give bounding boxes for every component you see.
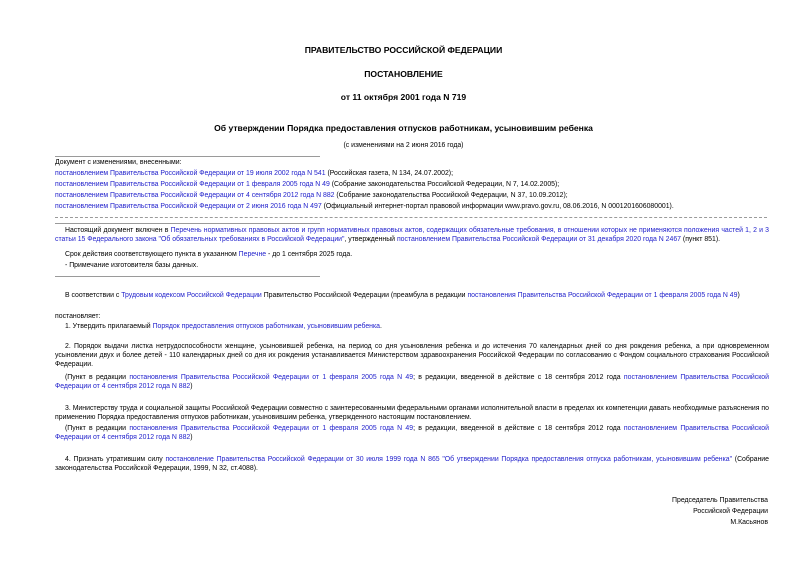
- procedure-link[interactable]: Порядок предоставления отпусков работникам, усыновившим ребенка: [152, 323, 380, 330]
- decree-49-link[interactable]: постановления Правительства Российской Федерации от 1 февраля 2005 года N 49: [129, 374, 414, 381]
- amendment-item: постановлением Правительства Российской Федерации от 2 июня 2016 года N 497 (Официальный интернет-портал правовой информации www.pravo.gov.ru, 08.06.2016, N 0001201606080001).: [55, 203, 674, 210]
- amendment-item: постановлением Правительства Российской Федерации от 4 сентября 2012 года N 882 (Собрание законодательства Российской Федерации, N 37, 10.09.2012);: [55, 192, 568, 199]
- document-title: Об утверждении Порядка предоставления отпусков работникам, усыновившим ребенка: [214, 123, 593, 133]
- divider: [55, 223, 320, 224]
- amendment-link[interactable]: постановлением Правительства Российской Федерации от 19 июля 2002 года N 541: [55, 170, 326, 177]
- perechen-short-link[interactable]: Перечне: [238, 251, 267, 258]
- preamble: В соответствии с Трудовым кодексом Российской Федерации Правительство Российской Федерации (преамбула в редакции постановления Правительства Российской Федерации от 1 февраля 2005 года N 49): [65, 292, 740, 299]
- org-heading: ПРАВИТЕЛЬСТВО РОССИЙСКОЙ ФЕДЕРАЦИИ: [304, 45, 503, 55]
- amendment-item: постановлением Правительства Российской Федерации от 19 июля 2002 года N 541 (Российская газета, N 134, 24.07.2002);: [55, 170, 454, 177]
- note-paragraph: Настоящий документ включен в Перечень нормативных правовых актов и групп нормативных правовых актов, содержащих обязательные требования, в отношении которых не применяются положения частей 1, 2 и 3 статьи 15 Федерального закона "Об обязательных требованиях в Российской Федерации", утвержденный постановлением Правительства Российской Федерации от 31 декабря 2020 года N 2467 (пункт 851).: [55, 227, 769, 243]
- point-3-note: (Пункт в редакции постановления Правительства Российской Федерации от 1 февраля 2005 года N 49; в редакции, введенной в действие с 18 сентября 2012 года постановлением Правительства Российской Федерации от 4 сентября 2012 года N 882): [55, 425, 769, 441]
- decree-49-link[interactable]: постановления Правительства Российской Федерации от 1 февраля 2005 года N 49: [129, 425, 414, 432]
- decree-49-link[interactable]: постановления Правительства Российской Федерации от 1 февраля 2005 года N 49: [467, 292, 738, 299]
- point-3: 3. Министерству труда и социальной защиты Российской Федерации совместно с заинтересованными федеральными органами исполнительной власти в пределах их компетенции давать необходимые разъяснения по применению Порядка предоставления отпусков работникам, усыновившим ребенка, утвержденного настоящим постановлением.: [55, 405, 769, 421]
- divider: [55, 156, 320, 157]
- decree-882-link[interactable]: постановлением Правительства Российской Федерации от 4 сентября 2012 года N 882: [55, 425, 769, 441]
- decree-2467-link[interactable]: постановлением Правительства Российской Федерации от 31 декабря 2020 года N 2467: [396, 235, 681, 243]
- signatory-name: М.Касьянов: [730, 519, 768, 526]
- point-4: 4. Признать утратившим силу постановление Правительства Российской Федерации от 30 июля 1999 года N 865 "Об утверждении Порядка предоставления отпуска работникам, усыновившим ребенка" (Собрание законодательства Российской Федерации, 1999, N 32, ст.4088).: [55, 456, 769, 472]
- note-term: Срок действия соответствующего пункта в указанном Перечне - до 1 сентября 2025 года.: [65, 251, 353, 258]
- divider: [55, 217, 767, 218]
- amendment-link[interactable]: постановлением Правительства Российской Федерации от 1 февраля 2005 года N 49: [55, 181, 330, 188]
- note-source: - Примечание изготовителя базы данных.: [65, 262, 199, 269]
- amendment-item: постановлением Правительства Российской Федерации от 1 февраля 2005 года N 49 (Собрание законодательства Российской Федерации, N 7, 14.02.2005);: [55, 181, 560, 188]
- date-number-heading: от 11 октября 2001 года N 719: [340, 92, 467, 102]
- point-1: 1. Утвердить прилагаемый Порядок предоставления отпусков работникам, усыновившим ребенка.: [65, 323, 382, 330]
- doc-type-heading: ПОСТАНОВЛЕНИЕ: [364, 69, 443, 79]
- amendment-link[interactable]: постановлением Правительства Российской Федерации от 4 сентября 2012 года N 882: [55, 192, 335, 199]
- decree-865-link[interactable]: постановление Правительства Российской Федерации от 30 июля 1999 года N 865 "Об утверждении Порядка предоставления отпуска работникам, усыновившим ребенка": [165, 456, 733, 463]
- decree-word: постановляет:: [55, 313, 101, 320]
- decree-882-link[interactable]: постановлением Правительства Российской Федерации от 4 сентября 2012 года N 882: [55, 374, 769, 390]
- divider: [55, 276, 320, 277]
- amendments-intro: Документ с изменениями, внесенными:: [55, 159, 182, 166]
- labor-code-link[interactable]: Трудовым кодексом Российской Федерации: [121, 292, 262, 299]
- edition-note: (с изменениями на 2 июня 2016 года): [343, 142, 464, 149]
- point-2: 2. Порядок выдачи листка нетрудоспособности женщине, усыновившей ребенка, на период со дня усыновления ребенка и до истечения 70 календарных дней со дня рождения ребенка, а при одновременном усыновлении двух и более детей - 110 календарных дней со дня их рождения устанавливается Министерством здравоохранения Российской Федерации по согласованию с Фондом социального страхования Российской Федерации.: [55, 343, 769, 368]
- perechen-link[interactable]: Перечень нормативных правовых актов и групп нормативных правовых актов, содержащих обязательные требования, в отношении которых не применяются положения частей 1, 2 и 3 статьи 15 Федерального закона "Об обязательных требованиях в Российской Федерации": [55, 227, 769, 243]
- signature-line: Российской Федерации: [693, 508, 768, 515]
- signature-line: Председатель Правительства: [672, 497, 768, 504]
- amendment-link[interactable]: постановлением Правительства Российской Федерации от 2 июня 2016 года N 497: [55, 203, 322, 210]
- point-2-note: (Пункт в редакции постановления Правительства Российской Федерации от 1 февраля 2005 года N 49; в редакции, введенной в действие с 18 сентября 2012 года постановлением Правительства Российской Федерации от 4 сентября 2012 года N 882): [55, 374, 769, 390]
